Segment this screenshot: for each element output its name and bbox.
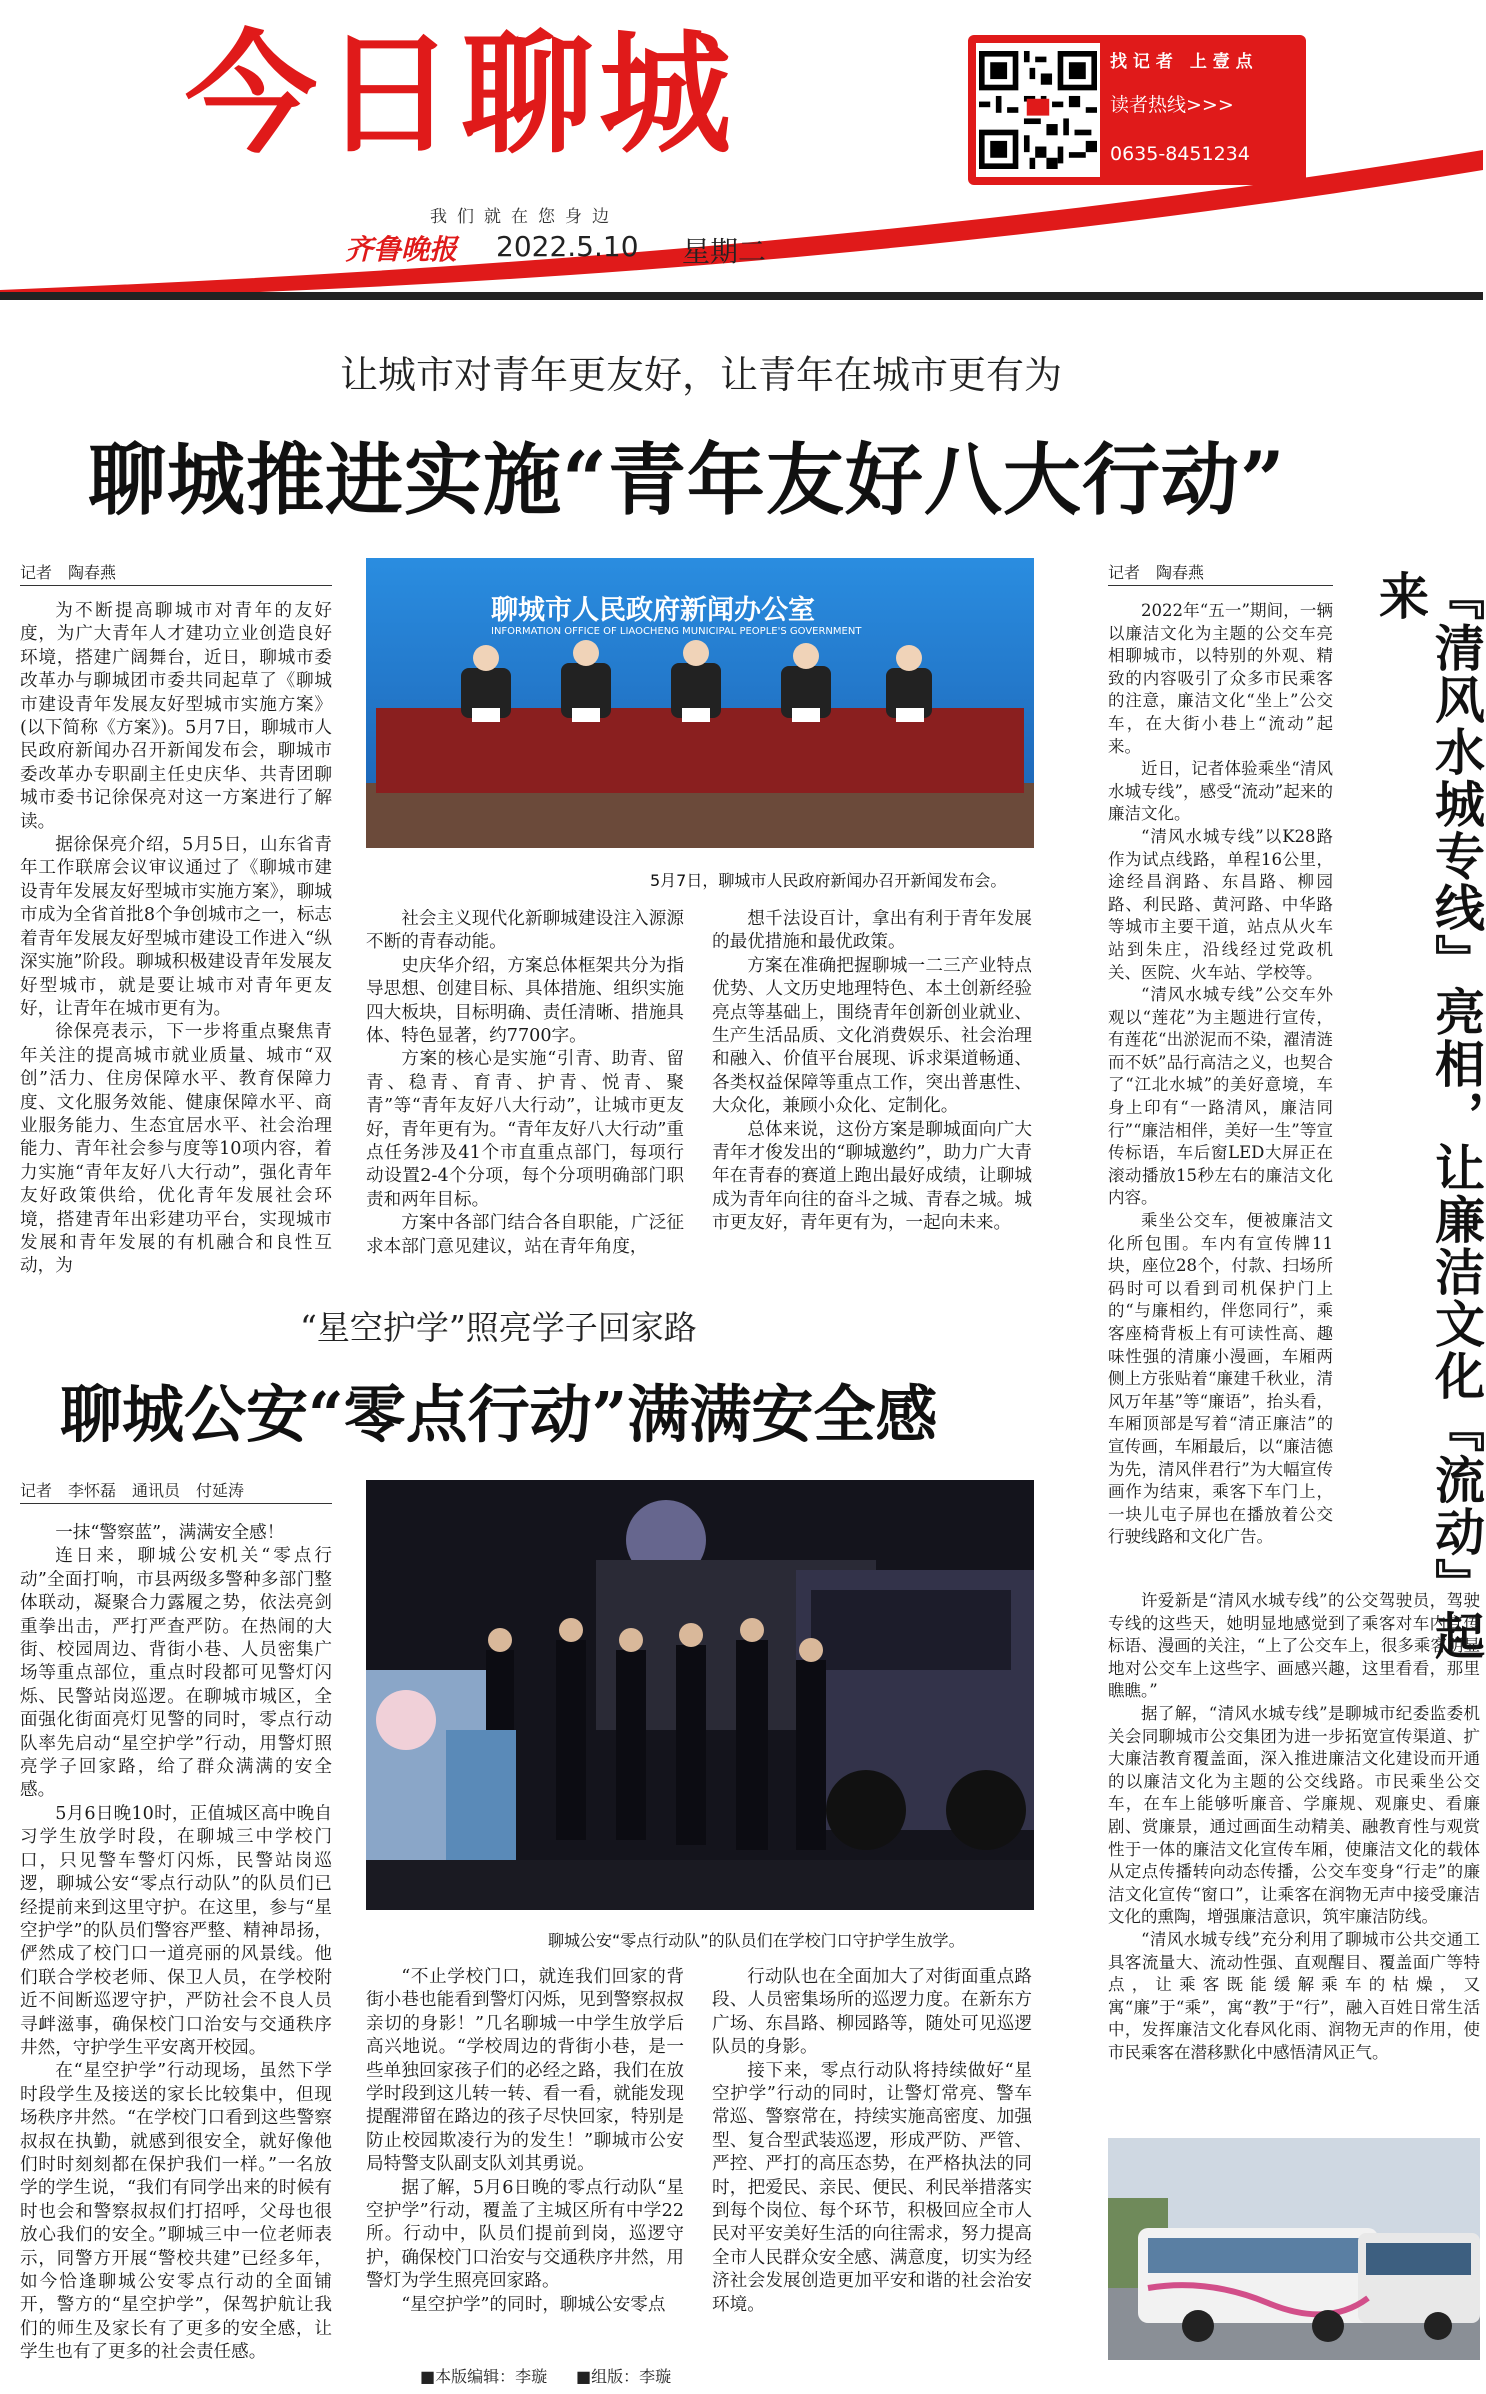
qr-code[interactable] bbox=[976, 43, 1100, 177]
paragraph: 接下来，零点行动队将持续做好“星空护学”行动的同时，让警灯常亮、警车常巡、警察常在，持续实施高密度、加强型、复合型武装巡逻，形成严防、严管、严控、严打的高压态势，在严格执法的同时，把爱民、亲民、便民、利民举措落实到每个岗位、每个环节，积极回应全市人民对平安美好生活的向往需求，努力提高全市人民群众安全感、满意度，切实为经济社会发展创造更加平安和谐的社会治安环境。 bbox=[712, 2060, 1032, 2315]
paragraph: 连日来，聊城公安机关“零点行动”全面打响，市县两级多警种多部门整体联动，凝聚合力露履之势，依法亮剑重拳出击，严打严查严防。在热闹的大街、校园周边、背街小巷、人员密集广场等重点部位，重点时段都可见警灯闪烁、民警站岗巡逻。在聊城市城区，全面强化街面亮灯见警的同时，零点行动队率先启动“星空护学”行动，用警灯照亮学子回家路，给了群众满满的安全感。 bbox=[20, 1546, 332, 1801]
press-conference-photo bbox=[366, 558, 1034, 848]
article2-col1 bbox=[20, 1522, 332, 2363]
article2-byline: 记者 李怀磊 通讯员 付延涛 bbox=[20, 1478, 332, 1504]
contact-phone[interactable]: 0635-8451234 bbox=[1110, 143, 1250, 165]
article1-headline: 聊城推进实施“青年友好八大行动” bbox=[88, 435, 1286, 526]
contact-line1: 找 记 者 上 壹 点 bbox=[1110, 52, 1253, 72]
paragraph: 徐保亮表示，下一步将重点聚焦青年关注的提高城市就业质量、城市“双创”活力、住房保障水平、教育保障力度、文化服务效能、健康保障水平、商业服务能力、生态宜居水平、社会治理能力、青年社会参与度等10项内容，着力实施“青年友好八大行动”，强化青年友好政策供给，优化青年发展社会环境，搭建青年出彩建功平台，实现城市发展和青年发展的有机融合和良性互动，为 bbox=[20, 1022, 332, 1277]
masthead-title: 今日聊城 bbox=[185, 18, 737, 172]
paragraph: 近日，记者体验乘坐“清风水城专线”，感受“流动”起来的廉洁文化。 bbox=[1108, 759, 1333, 824]
paragraph: 在“星空护学”行动现场，虽然下学时段学生及接送的家长比较集中，但现场秩序井然。“在学校门口看到这些警察叔叔在执勤，就感到很安全，就好像他们时时刻刻都在保护我们一样。”一名放学的学生说，“我们有同学出来的时候有时也会和警察叔叔们打招呼，父母也很放心我们的安全。”聊城三中一位老师表示，同警方开展“警校共建”已经多年，如今恰逢聊城公安零点行动的全面铺开，警方的“星空护学”，保驾护航让我们的师生及家长有了更多的安全感，让学生也有了更多的社会责任感。 bbox=[20, 2061, 332, 2363]
article3-col-b bbox=[1108, 1590, 1480, 2110]
paragraph: “清风水城专线”公交车外观以“莲花”为主题进行宣传，有莲花“出淤泥而不染，濯清涟而不妖”品行高洁之义，也契合了“江北水城”的美好意境，车身上印有“一路清风，廉洁同行”“廉洁相伴，美好一生”等宣传标语，车后窗LED大屏正在滚动播放15秒左右的廉洁文化内容。 bbox=[1108, 985, 1333, 1208]
article1-kicker: 让城市对青年更友好，让青年在城市更有为 bbox=[340, 353, 1063, 397]
paragraph: 据了解，5月6日晚的零点行动队“星空护学”行动，覆盖了主城区所有中学22所。行动中，队员们提前到岗，巡逻守护，确保校门口治安与交通秩序井然，用警灯为学生照亮回家路。 bbox=[366, 2177, 684, 2292]
police-night-photo bbox=[366, 1480, 1034, 1910]
article1-col3 bbox=[712, 908, 1032, 1260]
article1-caption: 5月7日，聊城市人民政府新闻办召开新闻发布会。 bbox=[650, 871, 1007, 890]
masthead-slogan: 我们就在您身边 bbox=[430, 207, 619, 227]
paragraph: 想千法设百计，拿出有利于青年发展的最优措施和最优政策。 bbox=[712, 909, 1032, 953]
paragraph: “清风水城专线”充分利用了聊城市公共交通工具客流量大、流动性强、直观醒目、覆盖面广等特点，让乘客既能缓解乘车的枯燥，又寓“廉”于“乘”，寓“教”于“行”，融入百姓日常生活中，发挥廉洁文化春风化雨、润物无声的作用，使市民乘客在潜移默化中感悟清风正气。 bbox=[1108, 1929, 1480, 2062]
article3-byline: 记者 陶春燕 bbox=[1108, 560, 1333, 586]
footer-layout: ■组版：李璇 bbox=[576, 2367, 672, 2386]
article2-headline: 聊城公安“零点行动”满满安全感 bbox=[60, 1378, 938, 1451]
article3-headline: 『清风水城专线』亮相，让廉洁文化『流动』起来 bbox=[1371, 570, 1486, 1662]
issue-weekday: 星期二 bbox=[682, 235, 767, 268]
masthead-rule bbox=[0, 292, 1483, 300]
photo-sign-en: INFORMATION OFFICE OF LIAOCHENG MUNICIPAL PEOPLE'S GOVERNMENT bbox=[491, 626, 862, 637]
paragraph: 方案的核心是实施“引青、助青、留青、稳青、育青、护青、悦青、聚青”等“青年友好八大行动”，让城市更友好，青年更有为。“青年友好八大行动”重点任务涉及41个市直重点部门，每项行动设置2-4个分项，每个分项明确部门职责和两年目标。 bbox=[366, 1049, 684, 1210]
brand-logo: 齐鲁晚报 bbox=[345, 233, 458, 266]
paragraph: 一抹“警察蓝”，满满安全感！ bbox=[55, 1523, 285, 1543]
article2-col3 bbox=[712, 1966, 1032, 2354]
paragraph: 社会主义现代化新聊城建设注入源源不断的青春动能。 bbox=[366, 909, 684, 953]
footer-editor: ■本版编辑：李璇 bbox=[420, 2367, 548, 2386]
article2-caption: 聊城公安“零点行动队”的队员们在学校门口守护学生放学。 bbox=[548, 1931, 965, 1950]
article2-kicker: “星空护学”照亮学子回家路 bbox=[300, 1308, 697, 1347]
paragraph: 2022年“五一”期间，一辆以廉洁文化为主题的公交车亮相聊城市，以特别的外观、精致的内容吸引了众多市民乘客的注意，廉洁文化“坐上”公交车，在大街小巷上“流动”起来。 bbox=[1108, 601, 1333, 756]
article1-byline: 记者 陶春燕 bbox=[20, 560, 332, 586]
masthead bbox=[0, 0, 1483, 300]
paragraph: 史庆华介绍，方案总体框架共分为指导思想、创建目标、具体措施、组织实施四大板块，目标明确、责任清晰、措施具体、特色显著，约7700字。 bbox=[366, 955, 684, 1047]
paragraph: 据徐保亮介绍，5月5日，山东省青年工作联席会议审议通过了《聊城市建设青年发展友好型城市实施方案》，聊城市成为全省首批8个争创城市之一，标志着青年发展友好型城市建设工作进入“纵深实施”阶段。聊城积极建设青年发展友好型城市，就是要让城市对青年更友好，让青年在城市更有为。 bbox=[20, 835, 332, 1019]
bus-photo bbox=[1108, 2138, 1480, 2360]
reader-contact-box bbox=[968, 35, 1306, 185]
paragraph: 方案在准确把握聊城一二三产业特点优势、人文历史地理特色、本土创新经验亮点等基础上，围绕青年创新创业就业、生产生活品质、文化消费娱乐、社会治理和融入、价值平台展现、诉求渠道畅通、各类权益保障等重点工作，突出普惠性、大众化，兼顾小众化、定制化。 bbox=[712, 955, 1032, 1117]
paragraph: 许爱新是“清风水城专线”的公交驾驶员，驾驶专线的这些天，她明显地感觉到了乘客对车内宣传标语、漫画的关注，“上了公交车上，很多乘客明显地对公交车上这些字、画感兴趣，这里看看，那里瞧瞧。” bbox=[1108, 1591, 1480, 1701]
paragraph: 5月6日晚10时，正值城区高中晚自习学生放学时段，在聊城三中学校门口，只见警车警灯闪烁，民警站岗巡逻，聊城公安“零点行动队”的队员们已经提前来到这里守护。在这里，参与“星空护学”的队员们警容严整、精神昂扬，俨然成了校门口一道亮丽的风景线。他们联合学校老师、保卫人员，在学校附近不间断巡逻守护，严防社会不良人员寻衅滋事，确保校门口治安与交通秩序井然，守护学生平安离开校园。 bbox=[20, 1803, 332, 2058]
photo-sign-cn: 聊城市人民政府新闻办公室 bbox=[491, 595, 815, 626]
article1-col1 bbox=[20, 600, 332, 1277]
article1-col2 bbox=[366, 908, 684, 1260]
issue-date: 2022.5.10 bbox=[496, 230, 639, 263]
article3-col-a bbox=[1108, 600, 1333, 1580]
paragraph: 行动队也在全面加大了对街面重点路段、人员密集场所的巡逻力度。在新东方广场、东昌路、柳园路等，随处可见巡逻队员的身影。 bbox=[712, 1967, 1032, 2058]
paragraph: “星空护学”的同时，聊城公安零点 bbox=[401, 2294, 666, 2315]
paragraph: 为不断提高聊城市对青年的友好度，为广大青年人才建功立业创造良好环境，搭建广阔舞台，近日，聊城市委改革办与聊城团市委共同起草了《聊城市建设青年发展友好型城市实施方案》(以下简称《方案》)。5月7日，聊城市人民政府新闻办召开新闻发布会，聊城市委改革办专职副主任史庆华、共青团聊城市委书记徐保亮对这一方案进行了解读。 bbox=[20, 601, 332, 832]
contact-line2: 读者热线>>> bbox=[1110, 94, 1234, 116]
paragraph: 据了解，“清风水城专线”是聊城市纪委监委机关会同聊城市公交集团为进一步拓宽宣传渠道、扩大廉洁教育覆盖面，深入推进廉洁文化建设而开通的以廉洁文化为主题的公交线路。市民乘坐公交车，在车上能够听廉音、学廉规、观廉史、看廉剧、赏廉景，通过画面生动精美、融教育性与观赏性于一体的廉洁文化宣传车厢，使廉洁文化的载体从定点传播转向动态传播，公交车变身“行走”的廉洁文化宣传“窗口”，让乘客在润物无声中接受廉洁文化的熏陶，增强廉洁意识，筑牢廉洁防线。 bbox=[1108, 1703, 1480, 1927]
qr-code-icon bbox=[979, 46, 1097, 174]
paragraph: “清风水城专线”以K28路作为试点线路，单程16公里，途经昌润路、东昌路、柳园路、利民路、黄河路、中华路等城市主要干道，站点从火车站到朱庄，沿线经过党政机关、医院、火车站、学校等。 bbox=[1108, 826, 1333, 982]
paragraph: “不止学校门口，就连我们回家的背街小巷也能看到警灯闪烁，见到警察叔叔亲切的身影！”几名聊城一中学生放学后高兴地说。“学校周边的背街小巷，是一些单独回家孩子们的必经之路，我们在放学时段到这儿转一转、看一看，就能发现提醒滞留在路边的孩子尽快回家，特别是防止校园欺凌行为的发生！”聊城市公安局特警支队副支队刘其勇说。 bbox=[366, 1967, 684, 2175]
article2-col2 bbox=[366, 1966, 684, 2354]
paragraph: 总体来说，这份方案是聊城面向广大青年才俊发出的“聊城邀约”，助力广大青年在青春的赛道上跑出最好成绩，让聊城成为青年向往的奋斗之城、青春之城。城市更友好，青年更有为，一起向未来。 bbox=[712, 1119, 1032, 1234]
paragraph: 方案中各部门结合各自职能，广泛征求本部门意见建议，站在青年角度， bbox=[366, 1213, 684, 1257]
paragraph: 乘坐公交车，便被廉洁文化所包围。车内有宣传牌11块，座位28个，付款、扫场所码时可以看到司机保护门上的“与廉相约，伴您同行”，乘客座椅背板上有可读性高、趣味性强的清廉小漫画，车厢两侧上方张贴着“廉建千秋业，清风万年基”等“廉语”，抬头看，车厢顶部是写着“清正廉洁”的宣传画，车厢最后，以“廉洁德为先，清风伴君行”为大幅宣传画作为结束，乘客下车门上，一块儿屯子屏也在播放着公交行驶线路和文化广告。 bbox=[1108, 1211, 1333, 1547]
